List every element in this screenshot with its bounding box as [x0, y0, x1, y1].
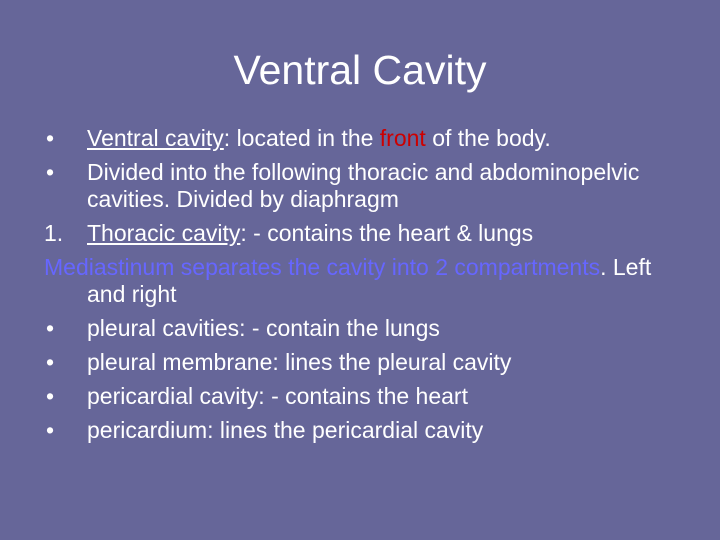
list-item — [44, 315, 694, 342]
highlight-mediastinum: Mediastinum separates the cavity into 2 compartments — [44, 254, 601, 280]
slide-title: Ventral Cavity — [233, 47, 487, 93]
item-text: . Left and right — [87, 254, 652, 307]
bullet-marker: • — [46, 417, 55, 443]
item-text: of the body. — [425, 125, 551, 151]
list-item — [44, 125, 694, 152]
number-marker: 1. — [44, 220, 64, 246]
list-item — [44, 159, 694, 213]
list-item — [44, 254, 694, 308]
term-ventral-cavity: Ventral cavity — [87, 125, 224, 151]
bullet-marker: • — [46, 159, 55, 185]
bullet-marker: • — [46, 383, 55, 409]
highlight-front: front — [379, 125, 426, 151]
list-item — [44, 220, 694, 247]
item-text: pericardium: lines the pericardial cavity — [87, 417, 484, 443]
item-text: : located in the — [223, 125, 380, 151]
list-item — [44, 417, 694, 444]
item-text: pleural cavities: - contain the lungs — [87, 315, 440, 341]
bullet-marker: • — [46, 315, 55, 341]
term-thoracic-cavity: Thoracic cavity — [87, 220, 241, 246]
item-text: pleural membrane: lines the pleural cavity — [87, 349, 512, 375]
bullet-marker: • — [46, 349, 55, 375]
slide-body — [44, 125, 694, 451]
list-item — [44, 383, 694, 410]
bullet-marker: • — [46, 125, 55, 151]
item-text: : - contains the heart & lungs — [240, 220, 534, 246]
item-text: pericardial cavity: - contains the heart — [87, 383, 468, 409]
item-text: Divided into the following thoracic and abdominopelvic cavities. Divided by diaphragm — [87, 159, 640, 212]
list-item — [44, 349, 694, 376]
